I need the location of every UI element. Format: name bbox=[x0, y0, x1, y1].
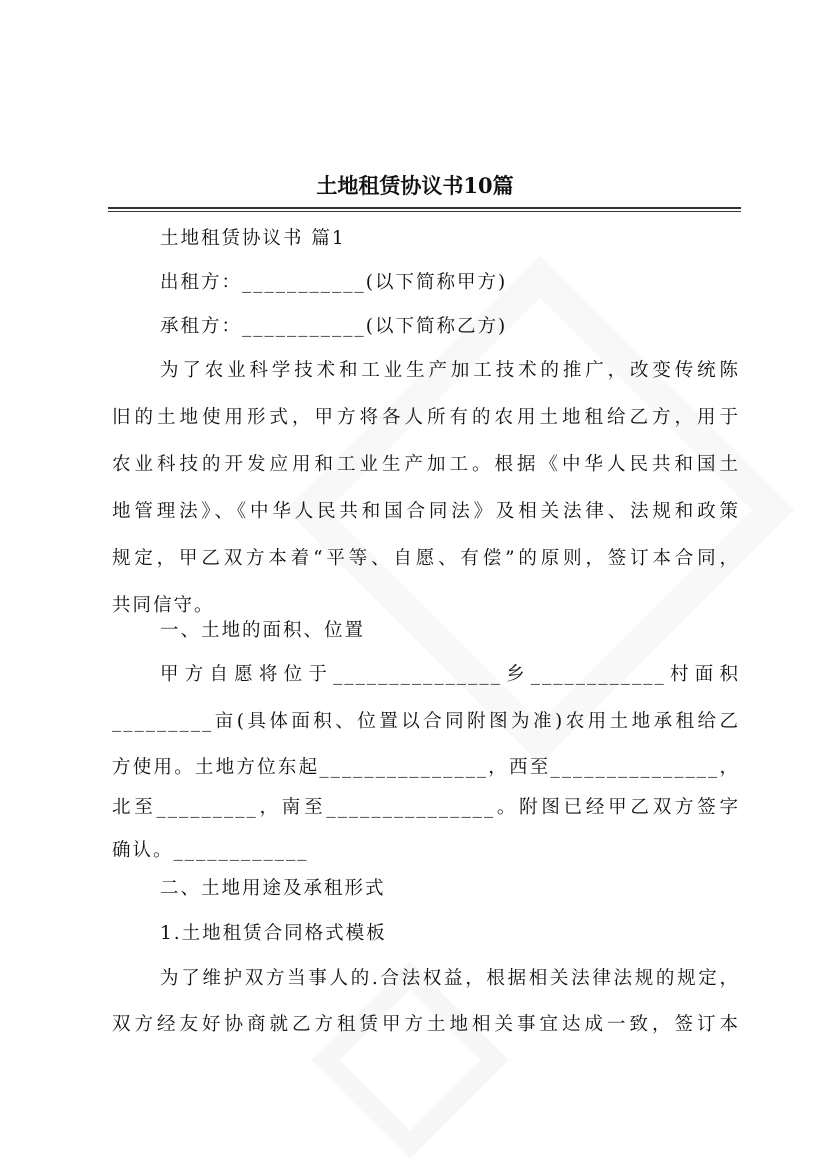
lessor-line: 出租方：___________(以下简称甲方) bbox=[160, 272, 508, 293]
paragraph-line: 农业科技的开发应用和工业生产加工。根据《中华人民共和国土 bbox=[112, 454, 740, 475]
title-divider-thin bbox=[108, 211, 741, 212]
paragraph-line: 规定，甲乙双方本着“平等、自愿、有偿”的原则，签订本合同， bbox=[112, 548, 740, 569]
section-heading: 一、土地的面积、位置 bbox=[160, 620, 366, 641]
title-divider bbox=[108, 207, 741, 209]
paragraph-line: _________亩(具体面积、位置以合同附图为准)农用土地承租给乙 bbox=[112, 711, 740, 732]
paragraph-line: 方使用。土地方位东起_______________，西至_______________， bbox=[112, 757, 740, 778]
paragraph-line: 共同信守。 bbox=[112, 595, 215, 616]
paragraph-line: 为了维护双方当事人的.合法权益，根据相关法律法规的规定， bbox=[160, 968, 740, 989]
section-heading: 二、土地用途及承租形式 bbox=[160, 878, 386, 899]
section-heading: 土地租赁协议书 篇1 bbox=[160, 228, 346, 249]
paragraph-line: 地管理法》、《中华人民共和国合同法》及相关法律、法规和政策 bbox=[112, 501, 740, 522]
paragraph-line: 为了农业科学技术和工业生产加工技术的推广，改变传统陈 bbox=[160, 360, 740, 381]
paragraph-line: 北至_________，南至_______________。附图已经甲乙双方签字 bbox=[112, 797, 740, 818]
paragraph-line: 甲方自愿将位于_______________乡____________村面积 bbox=[160, 664, 740, 685]
paragraph-line: 旧的土地使用形式，甲方将各人所有的农用土地租给乙方，用于 bbox=[112, 407, 740, 428]
paragraph-line: 确认。____________ bbox=[112, 840, 309, 861]
paragraph-line: 双方经友好协商就乙方租赁甲方土地相关事宜达成一致，签订本 bbox=[112, 1014, 740, 1035]
subsection-heading: 1.土地租赁合同格式模板 bbox=[160, 923, 387, 944]
document-title: 土地租赁协议书10篇 bbox=[316, 173, 514, 198]
lessee-line: 承租方：___________(以下简称乙方) bbox=[160, 316, 508, 337]
